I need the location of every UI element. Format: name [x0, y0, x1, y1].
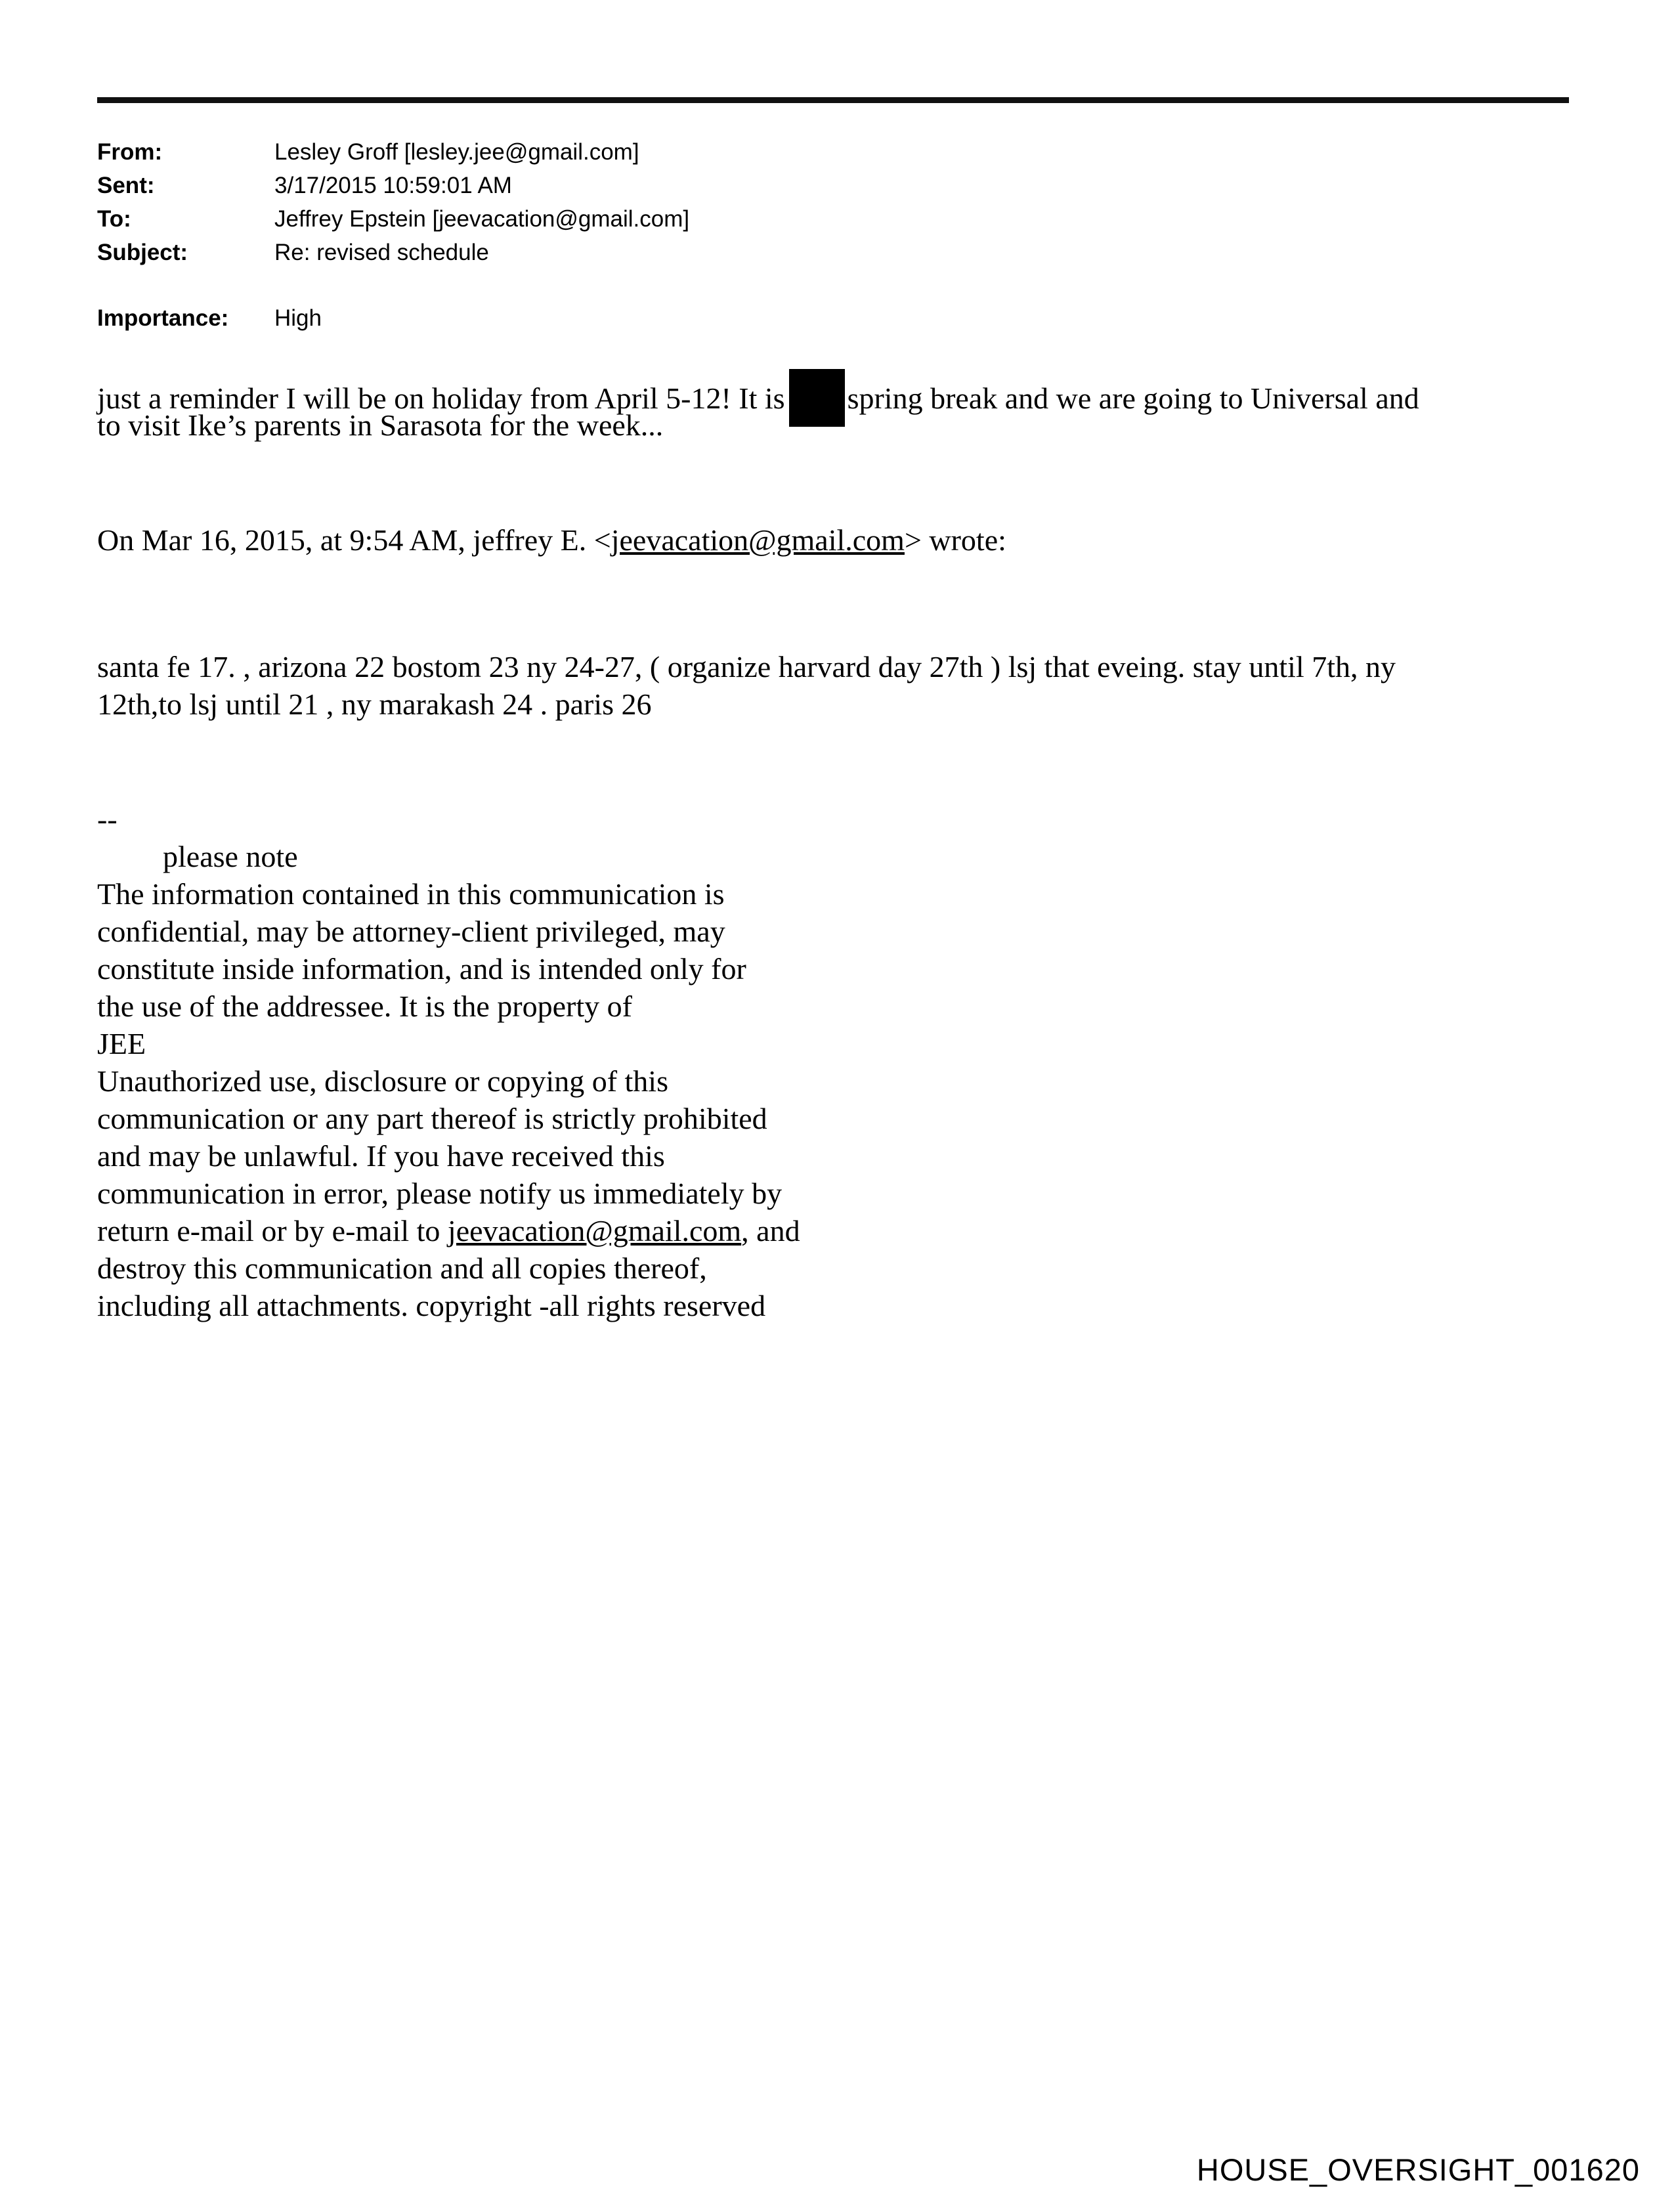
subject-value: Re: revised schedule [274, 240, 489, 265]
importance-label: Importance: [97, 305, 229, 331]
header-divider [97, 97, 1569, 103]
signature-line: including all attachments. copyright -all rights reserved [97, 1289, 766, 1322]
quote-intro-before: On Mar 16, 2015, at 9:54 AM, jeffrey E. < [97, 523, 611, 557]
signature-line: confidential, may be attorney-client privileged, may [97, 915, 725, 948]
to-label: To: [97, 206, 131, 232]
from-row [97, 135, 689, 169]
return-line-before: return e-mail or by e-mail to [97, 1214, 448, 1247]
signature-separator: -- [97, 802, 118, 836]
bates-number: HOUSE_OVERSIGHT_001620 [1196, 2152, 1640, 2187]
importance-value: High [274, 305, 322, 331]
signature-line: communication or any part thereof is strictly prohibited [97, 1102, 767, 1135]
to-row [97, 202, 689, 236]
reply-text-after-redaction: spring break and we are going to Universal and [847, 381, 1419, 415]
return-line-after: , and [741, 1214, 800, 1247]
quote-intro [97, 521, 1006, 559]
signature-email-link[interactable]: jeevacation@gmail.com [447, 1214, 742, 1247]
reply-text-before-redaction: just a reminder I will be on holiday from April 5-12! It is [97, 381, 785, 415]
signature-line: Unauthorized use, disclosure or copying of this [97, 1064, 668, 1098]
sent-label: Sent: [97, 173, 155, 198]
signature-line: communication in error, please notify us immediately by [97, 1177, 783, 1210]
email-header [97, 135, 689, 269]
sent-value: 3/17/2015 10:59:01 AM [274, 173, 512, 198]
subject-label: Subject: [97, 240, 188, 265]
from-value: Lesley Groff [lesley.jee@gmail.com] [274, 139, 639, 165]
from-label: From: [97, 139, 163, 165]
quote-intro-email-link[interactable]: jeevacation@gmail.com [611, 523, 905, 557]
reply-line-2: to visit Ike’s parents in Sarasota for the week... [97, 408, 664, 442]
signature-please-note: please note [163, 840, 298, 873]
to-value: Jeffrey Epstein [jeevacation@gmail.com] [274, 206, 690, 232]
importance-row [97, 301, 322, 335]
redaction-box [789, 369, 845, 427]
schedule-line-1: santa fe 17. , arizona 22 bostom 23 ny 24-27, ( organize harvard day 27th ) lsj that eveing. stay until 7th, ny [97, 650, 1396, 683]
schedule-line-2: 12th,to lsj until 21 , ny marakash 24 . paris 26 [97, 687, 652, 721]
signature-line: destroy this communication and all copies thereof, [97, 1251, 707, 1285]
signature-line: and may be unlawful. If you have received this [97, 1139, 665, 1173]
signature-line: The information contained in this communication is [97, 877, 725, 911]
signature-line: JEE [97, 1027, 146, 1060]
signature-line: the use of the addressee. It is the property of [97, 989, 632, 1023]
subject-row [97, 236, 689, 269]
signature-return-line [97, 1212, 800, 1249]
quote-intro-after: > wrote: [904, 523, 1006, 557]
signature-line: constitute inside information, and is intended only for [97, 952, 746, 986]
sent-row [97, 169, 689, 202]
